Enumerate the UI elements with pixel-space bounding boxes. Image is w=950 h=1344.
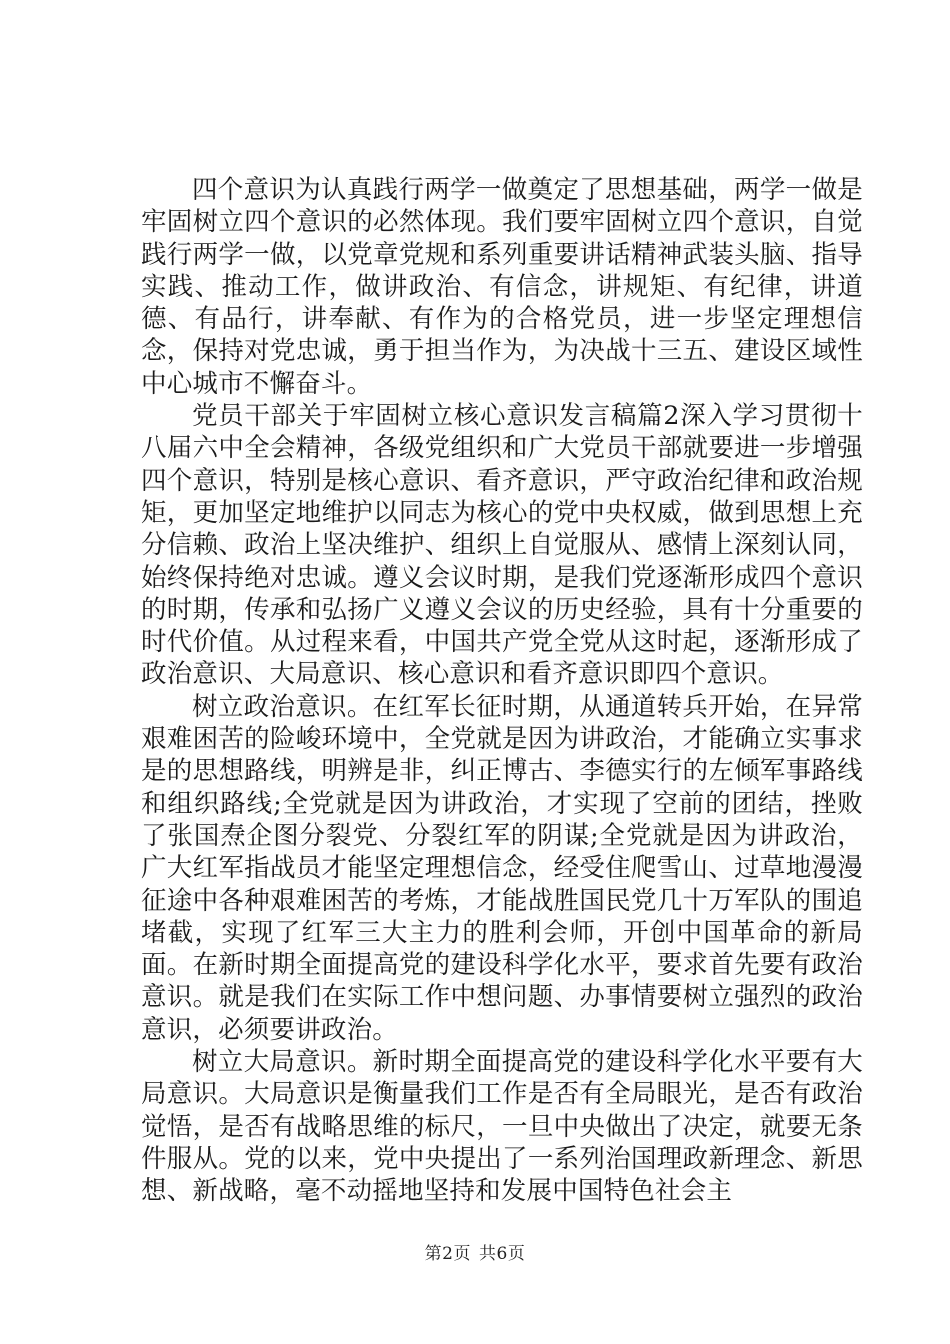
- paragraph-3: 树立政治意识。在红军长征时期，从通道转兵开始，在异常艰难困苦的险峻环境中，全党就是因为讲政治，才能确立实事求是的思想路线，明辨是非，纠正博古、李德实行的左倾军事路线和组织路线;全党就是因为讲政治，才实现了空前的团结，挫败了张国焘企图分裂党、分裂红军的阴谋;全党就是因为讲政治，广大红军指战员才能坚定理想信念，经受住爬雪山、过草地漫漫征途中各种艰难困苦的考炼，才能战胜国民党几十万军队的围追堵截，实现了红军三大主力的胜利会师，开创中国革命的新局面。在新时期全面提高党的建设科学化水平，要求首先要有政治意识。就是我们在实际工作中想问题、办事情要树立强烈的政治意识，必须要讲政治。: [141, 691, 863, 1045]
- page-number: 第2页: [424, 1244, 471, 1264]
- paragraph-2: 党员干部关于牢固树立核心意识发言稿篇2深入学习贯彻十八届六中全会精神，各级党组织和广大党员干部就要进一步增强四个意识，特别是核心意识、看齐意识，严守政治纪律和政治规矩，更加坚定地维护以同志为核心的党中央权威，做到思想上充分信赖、政治上坚决维护、组织上自觉服从、感情上深刻认同，始终保持绝对忠诚。遵义会议时期，是我们党逐渐形成四个意识的时期，传承和弘扬广义遵义会议的历史经验，具有十分重要的时代价值。从过程来看，中国共产党全党从这时起，逐渐形成了政治意识、大局意识、核心意识和看齐意识即四个意识。: [141, 401, 863, 690]
- paragraph-4: 树立大局意识。新时期全面提高党的建设科学化水平要有大局意识。大局意识是衡量我们工作是否有全局眼光，是否有政治觉悟，是否有战略思维的标尺，一旦中央做出了决定，就要无条件服从。党的以来，党中央提出了一系列治国理政新理念、新思想、新战略，毫不动摇地坚持和发展中国特色社会主: [141, 1047, 863, 1207]
- page-total: 共6页: [479, 1244, 526, 1264]
- page-footer: [0, 1239, 950, 1264]
- paragraph-1: 四个意识为认真践行两学一做奠定了思想基础，两学一做是牢固树立四个意识的必然体现。我们要牢固树立四个意识，自觉践行两学一做，以党章党规和系列重要讲话精神武装头脑、指导实践、推动工作，做讲政治、有信念，讲规矩、有纪律，讲道德、有品行，讲奉献、有作为的合格党员，进一步坚定理想信念，保持对党忠诚，勇于担当作为，为决战十三五、建设区域性中心城市不懈奋斗。: [141, 175, 863, 399]
- document-body: [141, 174, 863, 1208]
